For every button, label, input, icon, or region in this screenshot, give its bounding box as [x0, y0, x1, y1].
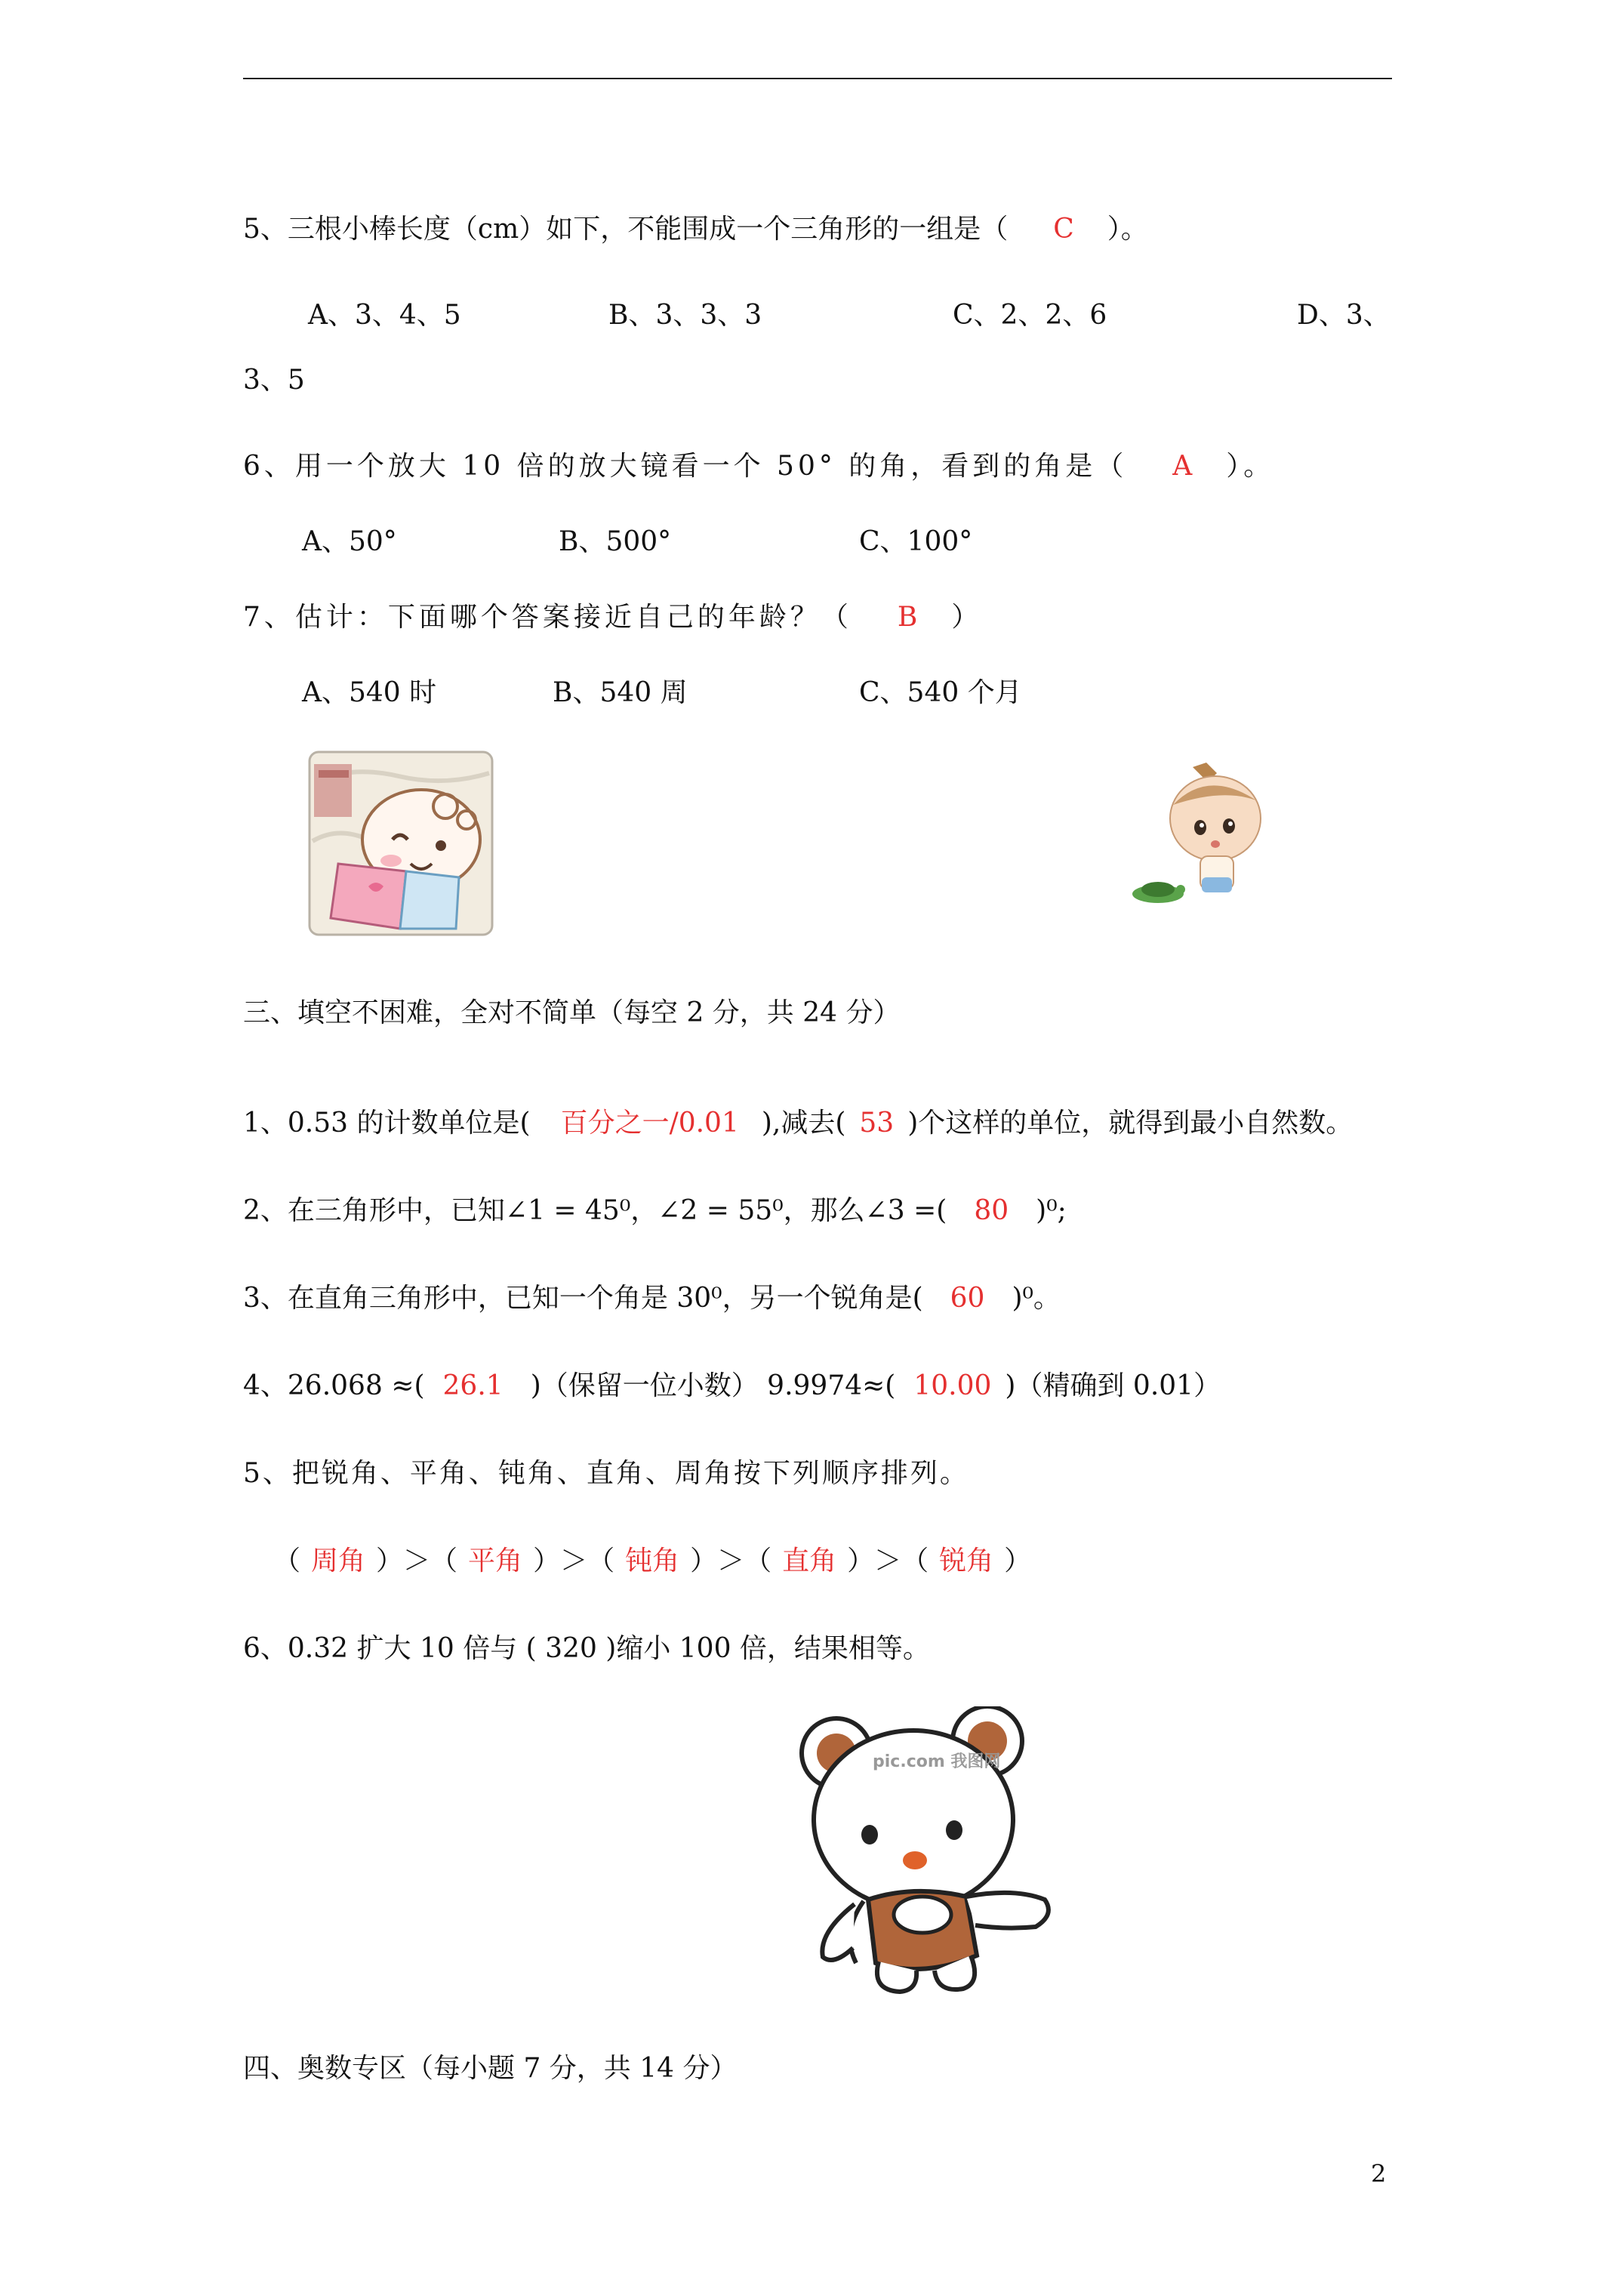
q6-option-a: A、50° [302, 526, 397, 557]
fill2: 2、在三角形中，已知∠1 = 45⁰，∠2 = 55⁰，那么∠3 =( 80 )⁰; [243, 1195, 1067, 1226]
q5-stem: 5、三根小棒长度（cm）如下，不能围成一个三角形的一组是（ C ）。 [243, 214, 1148, 245]
q5-option-d-wrap: 3、5 [243, 365, 305, 396]
q6-option-b: B、500° [559, 526, 672, 557]
fill4-answer: 26.1 [442, 1370, 504, 1401]
q6-stem: 6、用一个放大 10 倍的放大镜看一个 50° 的角，看到的角是（ A ）。 [243, 451, 1275, 482]
bear-image [796, 1706, 1067, 2001]
page-number: 2 [1371, 2159, 1387, 2188]
q6-option-c: C、100° [859, 526, 973, 557]
fill6: 6、0.32 扩大 10 倍与 ( 320 )缩小 100 倍，结果相等。 [243, 1633, 930, 1664]
fill1-answer2: 53 [859, 1108, 895, 1139]
bear-watermark: pic.com 我图网 [873, 1752, 1001, 1771]
fill3: 3、在直角三角形中，已知一个角是 30⁰，另一个锐角是( 60 )⁰。 [243, 1283, 1061, 1314]
section4-title: 四、奥数专区（每小题 7 分，共 14 分） [243, 2053, 738, 2084]
section3-title: 三、填空不困难，全对不简单（每空 2 分，共 24 分） [243, 997, 901, 1028]
q5-option-a: A、3、4、5 [308, 300, 461, 331]
fill2-answer: 80 [974, 1195, 1009, 1226]
q7-option-b: B、540 周 [553, 677, 688, 708]
fill5-answer-5: 锐角 [939, 1546, 994, 1576]
q7-stem: 7、估计：下面哪个答案接近自己的年龄？（ B ） [243, 602, 983, 633]
reading-girl-image [308, 750, 494, 936]
fill5-answer-2: 平角 [468, 1546, 523, 1576]
q7-option-c: C、540 个月 [859, 677, 1022, 708]
q5-answer: C [1053, 214, 1074, 245]
fill5-answer-3: 钝角 [625, 1546, 680, 1576]
baby-with-turtle-image [1132, 763, 1276, 914]
q5-option-d: D、3、 [1297, 300, 1390, 331]
q5-option-c: C、2、2、6 [953, 300, 1107, 331]
fill5-order: （ 周角 ）＞（ 平角 ）＞（ 钝角 ）＞（ 直角 ）＞（ 锐角 ） [273, 1546, 1032, 1576]
fill5-answer-4: 直角 [782, 1546, 837, 1576]
fill4-answer2: 10.00 [913, 1370, 992, 1401]
header-rule [243, 78, 1392, 79]
q7-option-a: A、540 时 [302, 677, 437, 708]
fill5-answer-1: 周角 [311, 1546, 366, 1576]
q7-answer: B [897, 602, 922, 633]
fill1-answer: 百分之一/0.01 [560, 1108, 739, 1139]
fill4: 4、26.068 ≈( 26.1 )（保留一位小数） 9.9974≈( 10.00 )（精确到 0.01） [243, 1370, 1221, 1401]
fill5-stem: 5、把锐角、平角、钝角、直角、周角按下列顺序排列。 [243, 1458, 969, 1489]
fill1: 1、0.53 的计数单位是( 百分之一/0.01 ),减去( 53 )个这样的单位，就得到最小自然数。 [243, 1108, 1354, 1139]
q6-answer: A [1172, 451, 1196, 482]
fill3-answer: 60 [950, 1283, 985, 1314]
q5-option-b: B、3、3、3 [608, 300, 762, 331]
